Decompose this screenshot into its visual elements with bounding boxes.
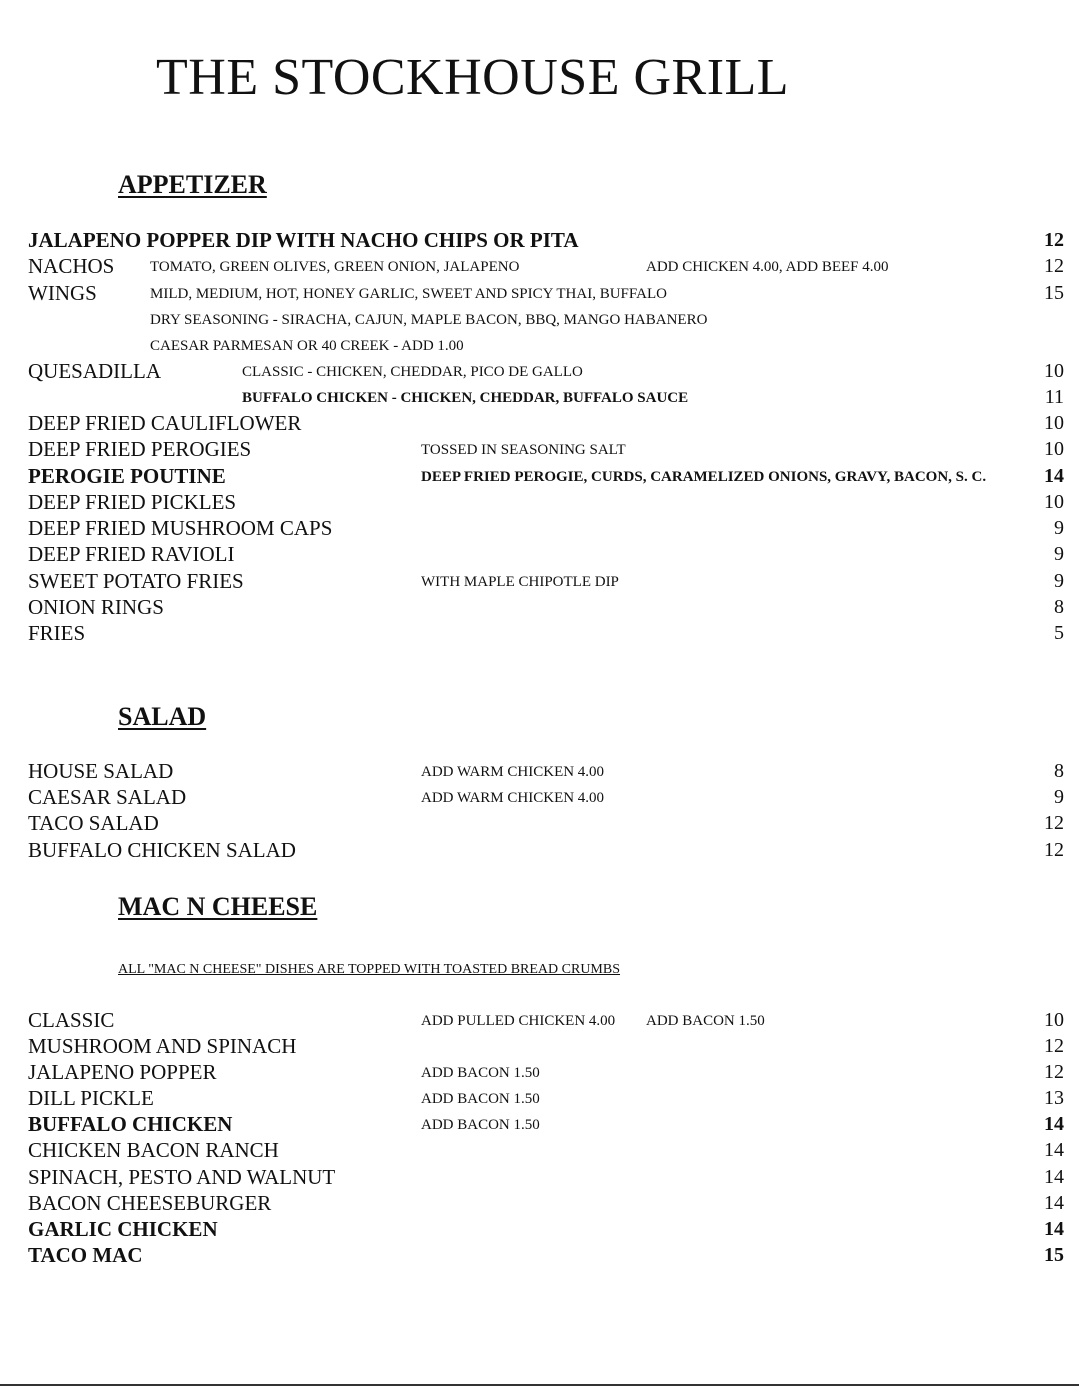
item-price: 10	[1044, 1009, 1064, 1031]
item-price: 9	[1054, 786, 1064, 808]
item-description: WITH MAPLE CHIPOTLE DIP	[421, 574, 619, 590]
item-name: DEEP FRIED PICKLES	[28, 490, 237, 514]
item-description: CLASSIC - CHICKEN, CHEDDAR, PICO DE GALLO	[242, 364, 583, 380]
item-description: MILD, MEDIUM, HOT, HONEY GARLIC, SWEET AND SPICY THAI, BUFFALO	[150, 286, 667, 302]
item-price: 9	[1054, 570, 1064, 592]
item-add-on: ADD BACON 1.50	[421, 1117, 540, 1133]
menu-item-wings-caesar	[0, 335, 1079, 361]
menu-item-dill-pickle-mac	[0, 1088, 1079, 1114]
item-name: CLASSIC	[28, 1008, 115, 1032]
item-add-on: ADD WARM CHICKEN 4.00	[421, 790, 605, 806]
item-add-on: ADD BACON 1.50	[421, 1091, 540, 1107]
menu-item-perogie-poutine	[0, 466, 1079, 492]
item-price: 9	[1054, 517, 1064, 539]
item-name: HOUSE SALAD	[28, 759, 174, 783]
item-name: PEROGIE POUTINE	[28, 464, 226, 488]
menu-item-house-salad	[0, 761, 1079, 787]
menu-item-bacon-cheeseburger-mac	[0, 1193, 1079, 1219]
menu-item-deep-fried-pickles	[0, 492, 1079, 518]
menu-item-quesadilla	[0, 361, 1079, 387]
item-add-on: ADD WARM CHICKEN 4.00	[421, 764, 605, 780]
item-price: 12	[1044, 1061, 1064, 1083]
salad-heading: SALAD	[118, 702, 207, 731]
item-name: CAESAR SALAD	[28, 785, 187, 809]
menu-item-deep-fried-ravioli	[0, 544, 1079, 570]
item-price: 9	[1054, 543, 1064, 565]
item-add-on: ADD PULLED CHICKEN 4.00	[421, 1013, 616, 1029]
menu-item-taco-mac	[0, 1245, 1079, 1271]
menu-item-taco-salad	[0, 813, 1079, 839]
item-price: 14	[1044, 1113, 1064, 1135]
menu-item-jalapeno-popper-dip	[0, 230, 1079, 256]
item-name: JALAPENO POPPER DIP WITH NACHO CHIPS OR PITA	[28, 228, 579, 252]
menu-item-wings-dry	[0, 309, 1079, 335]
menu-item-onion-rings	[0, 597, 1079, 623]
item-name: CHICKEN BACON RANCH	[28, 1138, 279, 1162]
item-price: 14	[1044, 1139, 1064, 1161]
item-price: 10	[1044, 438, 1064, 460]
item-price: 12	[1044, 812, 1064, 834]
page-bottom-edge	[0, 1384, 1079, 1386]
item-name: FRIES	[28, 621, 86, 645]
item-name: DILL PICKLE	[28, 1086, 154, 1110]
item-description: CAESAR PARMESAN OR 40 CREEK - ADD 1.00	[150, 338, 464, 354]
item-price: 12	[1044, 1035, 1064, 1057]
menu-item-garlic-chicken-mac	[0, 1219, 1079, 1245]
menu-item-sweet-potato-fries	[0, 571, 1079, 597]
item-description: TOSSED IN SEASONING SALT	[421, 442, 626, 458]
menu-item-deep-fried-cauliflower	[0, 413, 1079, 439]
item-name: QUESADILLA	[28, 359, 161, 383]
item-name: BACON CHEESEBURGER	[28, 1191, 272, 1215]
menu-item-nachos	[0, 256, 1079, 282]
item-price: 10	[1044, 412, 1064, 434]
restaurant-title: THE STOCKHOUSE GRILL	[156, 49, 790, 106]
menu-item-chicken-bacon-ranch-mac	[0, 1140, 1079, 1166]
menu-item-deep-fried-mushroom-caps	[0, 518, 1079, 544]
menu-item-fries	[0, 623, 1079, 649]
item-add-on: ADD CHICKEN 4.00, ADD BEEF 4.00	[646, 259, 889, 275]
item-description: DRY SEASONING - SIRACHA, CAJUN, MAPLE BACON, BBQ, MANGO HABANERO	[150, 312, 708, 328]
item-name: NACHOS	[28, 254, 115, 278]
menu-item-wings	[0, 283, 1079, 309]
item-price: 14	[1044, 1192, 1064, 1214]
item-name: BUFFALO CHICKEN	[28, 1112, 233, 1136]
item-price: 12	[1044, 255, 1064, 277]
item-name: MUSHROOM AND SPINACH	[28, 1034, 297, 1058]
item-price: 14	[1044, 1166, 1064, 1188]
mac-n-cheese-note: ALL "MAC N CHEESE" DISHES ARE TOPPED WITH TOASTED BREAD CRUMBS	[118, 962, 621, 977]
item-name: GARLIC CHICKEN	[28, 1217, 218, 1241]
item-name: DEEP FRIED RAVIOLI	[28, 542, 235, 566]
item-name: TACO MAC	[28, 1243, 143, 1267]
item-name: SWEET POTATO FRIES	[28, 569, 244, 593]
item-name: JALAPENO POPPER	[28, 1060, 217, 1084]
item-price: 14	[1044, 465, 1064, 487]
item-price: 15	[1044, 1244, 1064, 1266]
item-price: 10	[1044, 360, 1064, 382]
item-name: SPINACH, PESTO AND WALNUT	[28, 1165, 336, 1189]
menu-item-buffalo-chicken-salad	[0, 840, 1079, 866]
item-price: 8	[1054, 596, 1064, 618]
item-name: ONION RINGS	[28, 595, 164, 619]
menu-item-buffalo-chicken-mac	[0, 1114, 1079, 1140]
item-price: 5	[1054, 622, 1064, 644]
item-description: BUFFALO CHICKEN - CHICKEN, CHEDDAR, BUFFALO SAUCE	[242, 390, 689, 406]
item-name: TACO SALAD	[28, 811, 159, 835]
menu-item-classic-mac	[0, 1010, 1079, 1036]
menu-item-spinach-pesto-walnut-mac	[0, 1167, 1079, 1193]
menu-item-buffalo-quesadilla	[0, 387, 1079, 413]
item-name: DEEP FRIED PEROGIES	[28, 437, 252, 461]
menu-item-jalapeno-popper-mac	[0, 1062, 1079, 1088]
item-add-on-bacon: ADD BACON 1.50	[646, 1013, 765, 1029]
item-name: DEEP FRIED MUSHROOM CAPS	[28, 516, 333, 540]
menu-item-mushroom-spinach-mac	[0, 1036, 1079, 1062]
item-price: 10	[1044, 491, 1064, 513]
menu-item-deep-fried-perogies	[0, 439, 1079, 465]
item-description: DEEP FRIED PEROGIE, CURDS, CARAMELIZED ONIONS, GRAVY, BACON, S. C.	[421, 469, 987, 485]
item-name: WINGS	[28, 281, 97, 305]
item-price: 15	[1044, 282, 1064, 304]
item-price: 12	[1044, 229, 1064, 251]
item-price: 8	[1054, 760, 1064, 782]
appetizer-heading: APPETIZER	[118, 170, 267, 199]
item-price: 12	[1044, 839, 1064, 861]
item-price: 14	[1044, 1218, 1064, 1240]
item-add-on: ADD BACON 1.50	[421, 1065, 540, 1081]
menu-item-caesar-salad	[0, 787, 1079, 813]
item-description: TOMATO, GREEN OLIVES, GREEN ONION, JALAPENO	[150, 259, 520, 275]
item-name: DEEP FRIED CAULIFLOWER	[28, 411, 302, 435]
item-price: 13	[1044, 1087, 1064, 1109]
mac-n-cheese-heading: MAC N CHEESE	[118, 892, 318, 921]
item-price: 11	[1044, 386, 1064, 408]
item-name: BUFFALO CHICKEN SALAD	[28, 838, 296, 862]
